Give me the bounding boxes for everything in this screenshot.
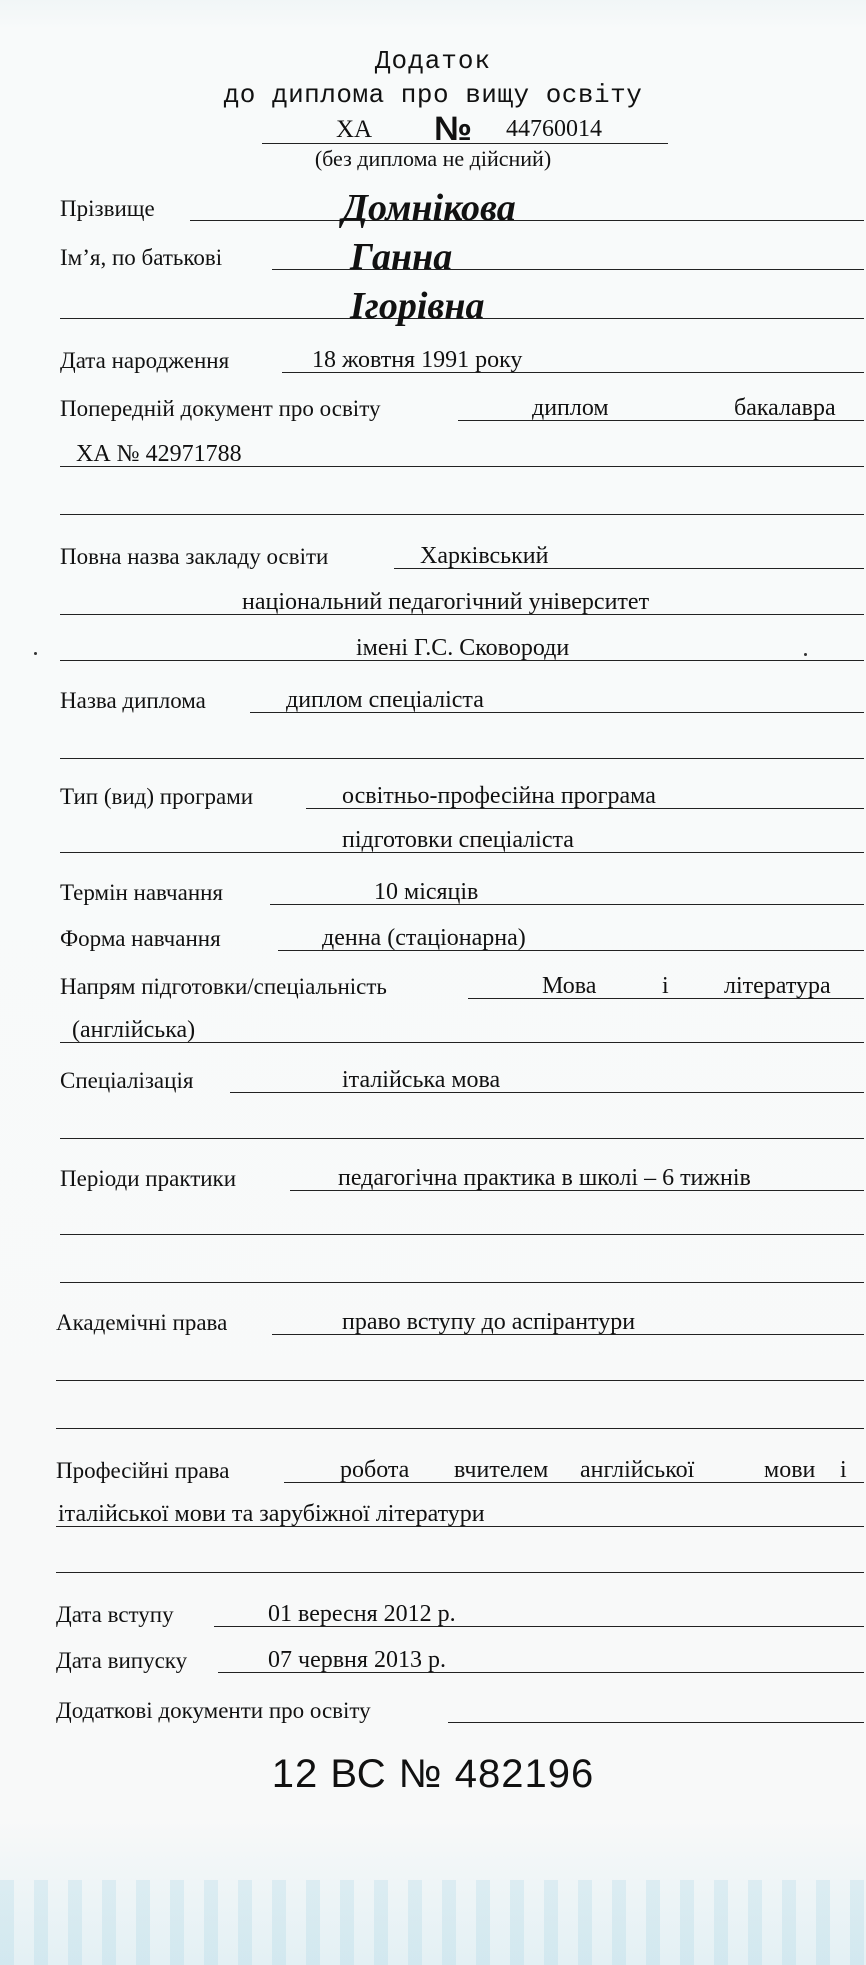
institution-value-line2: національний педагогічний університет xyxy=(242,589,650,615)
field-birth-date xyxy=(0,340,866,380)
field-prev-doc xyxy=(0,388,866,428)
prof-rights-word-2: вчителем xyxy=(454,1457,549,1483)
field-name xyxy=(0,237,866,277)
field-academic-rights xyxy=(0,1302,866,1342)
field-specialization-line2 xyxy=(0,1106,866,1146)
field-program-type xyxy=(0,776,866,816)
field-institution xyxy=(0,536,866,576)
field-label: Дата народження xyxy=(60,348,230,373)
diploma-series: ХА xyxy=(336,116,373,143)
prev-doc-type: диплом xyxy=(532,395,609,421)
field-label: Форма навчання xyxy=(60,926,221,951)
prof-rights-word-4: мови xyxy=(764,1457,816,1483)
field-academic-rights-line3 xyxy=(0,1396,866,1436)
field-label: Дата випуску xyxy=(56,1648,188,1673)
birth-date-value: 18 жовтня 1991 року xyxy=(312,347,523,373)
print-speck xyxy=(34,652,37,655)
surname-value: Домнікова xyxy=(342,187,516,229)
security-pattern xyxy=(0,1880,866,1965)
field-label: Прізвище xyxy=(60,196,155,221)
field-institution-line3 xyxy=(0,628,866,668)
field-specialization xyxy=(0,1060,866,1100)
field-specialty-line2 xyxy=(0,1010,866,1050)
field-label: Спеціалізація xyxy=(60,1068,194,1093)
prof-rights-word-5: і xyxy=(840,1457,847,1483)
specialty-word-1: Мова xyxy=(542,973,597,999)
field-practice xyxy=(0,1158,866,1198)
prev-doc-degree: бакалавра xyxy=(734,395,836,421)
number-sign: № xyxy=(434,110,472,148)
patronymic-value: Ігорівна xyxy=(350,285,485,327)
prev-doc-number: ХА № 42971788 xyxy=(76,441,242,467)
specialty-value-line2: (англійська) xyxy=(72,1017,196,1043)
field-academic-rights-line2 xyxy=(0,1348,866,1388)
graduation-date-value: 07 червня 2013 р. xyxy=(268,1647,446,1673)
admission-date-value: 01 вересня 2012 р. xyxy=(268,1601,456,1627)
prof-rights-word-3: англійської xyxy=(580,1457,695,1483)
diploma-number-value: 44760014 xyxy=(506,116,602,142)
diploma-number xyxy=(262,112,668,146)
academic-rights-value: право вступу до аспірантури xyxy=(342,1309,636,1335)
field-professional-rights-line3 xyxy=(0,1540,866,1580)
field-study-term xyxy=(0,872,866,912)
field-label: Ім’я, по батькові xyxy=(60,245,223,270)
name-value: Ганна xyxy=(350,236,453,278)
document-header xyxy=(0,44,866,112)
prof-rights-word-1: робота xyxy=(340,1457,410,1483)
field-admission-date xyxy=(0,1594,866,1634)
field-professional-rights xyxy=(0,1450,866,1490)
field-practice-line2 xyxy=(0,1202,866,1242)
field-label: Термін навчання xyxy=(60,880,224,905)
specialty-word-3: література xyxy=(724,973,831,999)
field-label: Додаткові документи про освіту xyxy=(56,1698,371,1723)
field-program-type-line2 xyxy=(0,820,866,860)
field-label: Повна назва закладу освіти xyxy=(60,544,329,569)
field-label: Попередній документ про освіту xyxy=(60,396,381,421)
field-label: Дата вступу xyxy=(56,1602,174,1627)
study-form-value: денна (стаціонарна) xyxy=(322,925,526,951)
field-specialty xyxy=(0,966,866,1006)
practice-value: педагогічна практика в школі – 6 тижнів xyxy=(338,1165,751,1191)
diploma-name-value: диплом спеціаліста xyxy=(286,687,484,713)
field-study-form xyxy=(0,918,866,958)
field-label: Тип (вид) програми xyxy=(60,784,254,809)
document-title: Додаток xyxy=(374,46,492,76)
specialization-value: італійська мова xyxy=(342,1067,501,1093)
institution-value: Харківський xyxy=(420,543,549,569)
field-professional-rights-line2 xyxy=(0,1494,866,1534)
validity-note: (без диплома не дійсний) xyxy=(314,146,552,171)
field-prev-doc-line2 xyxy=(0,434,866,474)
field-label: Назва диплома xyxy=(60,688,206,713)
prof-rights-value-line2: італійської мови та зарубіжної літератури xyxy=(58,1501,485,1527)
specialty-word-2: і xyxy=(662,973,669,999)
field-additional-docs xyxy=(0,1690,866,1730)
field-practice-line3 xyxy=(0,1250,866,1290)
blank-serial-number: 12 ВС № 482196 xyxy=(271,1752,595,1796)
field-diploma-name-line2 xyxy=(0,726,866,766)
study-term-value: 10 місяців xyxy=(374,879,479,905)
field-institution-line2 xyxy=(0,582,866,622)
program-type-value-line2: підготовки спеціаліста xyxy=(342,827,574,853)
print-speck xyxy=(804,653,807,656)
field-label: Професійні права xyxy=(56,1458,230,1483)
field-diploma-name xyxy=(0,680,866,720)
field-label: Періоди практики xyxy=(60,1166,237,1191)
field-label: Напрям підготовки/спеціальність xyxy=(60,974,387,999)
document-subtitle: до диплома про вищу освіту xyxy=(223,80,643,110)
field-name-line2 xyxy=(0,286,866,326)
field-surname xyxy=(0,188,866,228)
field-label: Академічні права xyxy=(56,1310,228,1335)
field-graduation-date xyxy=(0,1640,866,1680)
institution-value-line3: імені Г.С. Сковороди xyxy=(356,635,570,661)
field-prev-doc-line3 xyxy=(0,482,866,522)
program-type-value: освітньо-професійна програма xyxy=(342,783,656,809)
